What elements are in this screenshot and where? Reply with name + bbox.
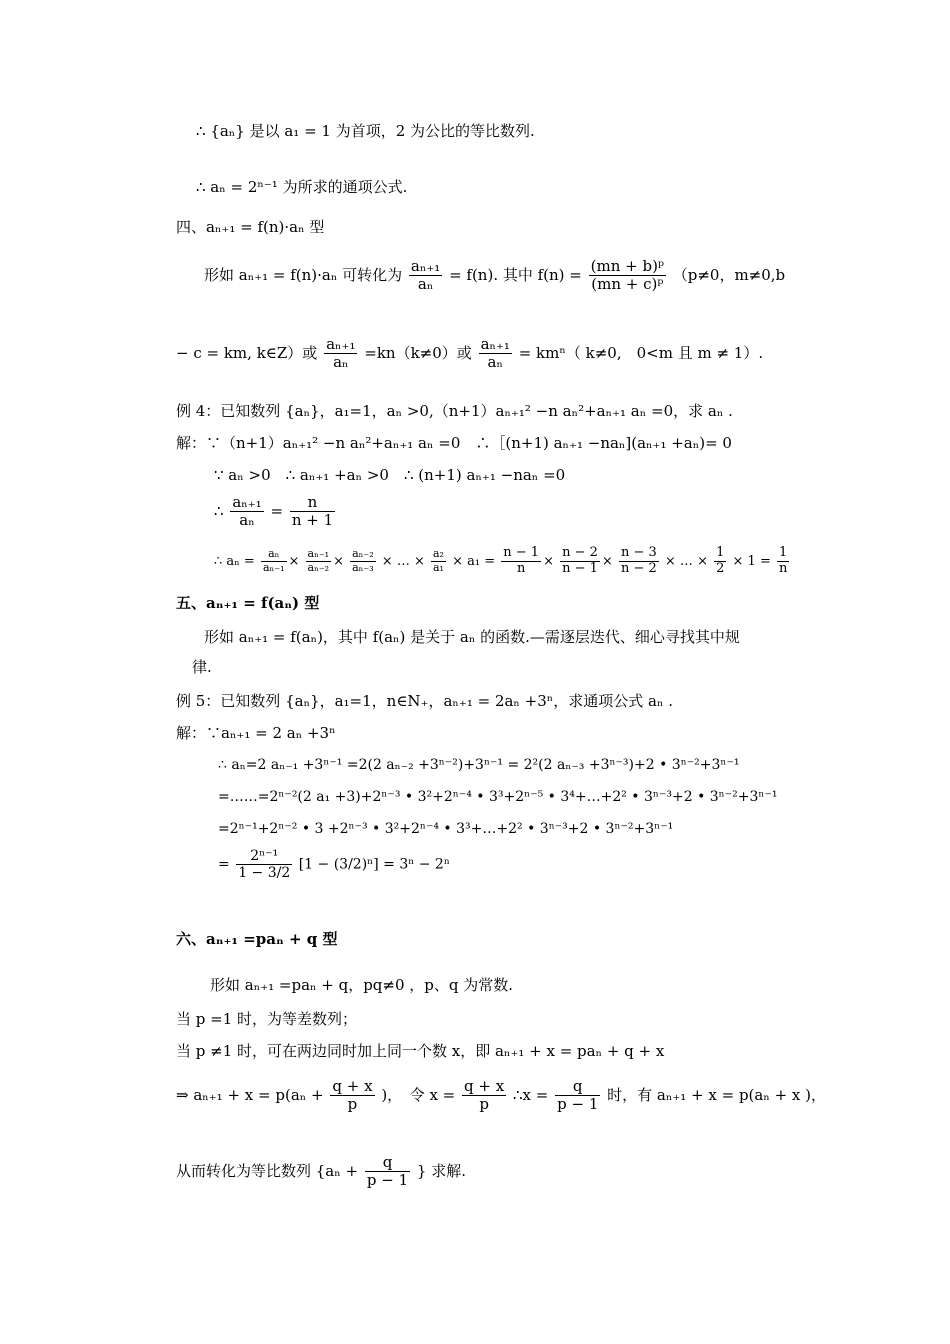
solution-4-product: ∴ aₙ = $\frac{\text{aₙ}}{\text{aₙ₋₁}}$ × $\frac{\text{aₙ₋₁}}{\text{aₙ₋₂}}$ × $\frac{\text{aₙ₋₂}}{\text{aₙ₋₃}}$ × … × $\frac{\text{a₂}}{\text{a₁}}$ × a₁ = $\frac{n - 1}{n}$ × $\frac{n - 2}{n - 1}$ × $\frac{n - 3}{n - 2}$ × … × $\frac{1}{2}$ × 1 = $\frac{1}{n}$ <box>214 545 788 576</box>
fraction-result <box>236 848 292 881</box>
fraction-num: aₙ₊₁ <box>326 335 356 353</box>
fraction-num: aₙ <box>261 548 287 562</box>
fraction-num: 1 <box>716 545 725 560</box>
fraction-fn <box>589 258 666 294</box>
fraction-num: n − 3 <box>620 545 657 560</box>
line-24 <box>176 1078 826 1114</box>
solution-4-line-2: ∵ aₙ >0 ∴ aₙ₊₁ +aₙ >0 ∴ (n+1) aₙ₊₁ −naₙ =0 <box>214 466 566 484</box>
example-5: 例 5：已知数列 {aₙ}，a₁=1，n∈N₊，aₙ₊₁ = 2aₙ +3ⁿ，求通项公式 aₙ . <box>176 692 674 710</box>
product-text-e: × 1 = <box>732 553 771 569</box>
fraction-den: aₙ <box>417 275 434 294</box>
fraction-num: n <box>290 494 335 512</box>
fraction-den: aₙ₋₁ <box>262 560 285 574</box>
line-24-text-b: )， 令 x = <box>381 1085 456 1104</box>
fraction-num: q <box>365 1154 410 1172</box>
fraction-num: q + x <box>464 1077 505 1095</box>
fraction-a-ratio <box>409 258 442 294</box>
line-22: 当 p =1 时，为等差数列； <box>176 1010 358 1028</box>
line-5-text-a: − c = km, k∈Z）或 <box>176 343 318 362</box>
solution-4-line-3 <box>214 494 337 530</box>
fraction-q-over-p-minus-1 <box>365 1154 410 1190</box>
solution-5-line-4: =2ⁿ⁻¹+2ⁿ⁻² • 3 +2ⁿ⁻³ • 3²+2ⁿ⁻⁴ • 3³+…+2² • 3ⁿ⁻³+2 • 3ⁿ⁻²+3ⁿ⁻¹ <box>218 821 674 837</box>
fraction-num: n − 2 <box>562 545 598 560</box>
result-bracket: [1 − (3/2)ⁿ] <box>298 856 379 873</box>
line-12: 形如 aₙ₊₁ = f(aₙ)，其中 f(aₙ) 是关于 aₙ 的函数.—需逐层迭代、细心寻找其中规 <box>204 628 740 646</box>
line-24-text-d: 时，有 aₙ₊₁ + x = p(aₙ + x )， <box>607 1085 827 1104</box>
fraction-den: 2 <box>716 560 725 576</box>
fraction-q-plus-x <box>462 1078 506 1114</box>
product-text-c: × a₁ = <box>452 553 496 569</box>
fraction-num: aₙ₋₁ <box>307 547 330 561</box>
fraction-9 <box>777 546 789 577</box>
fraction-num: 1 <box>777 546 789 562</box>
result-equals: = <box>218 856 230 873</box>
fraction-q-plus-x <box>330 1078 374 1114</box>
solution-5-result <box>218 848 450 881</box>
solution-5-line-3: =……=2ⁿ⁻²(2 a₁ +3)+2ⁿ⁻³ • 3²+2ⁿ⁻⁴ • 3³+2ⁿ⁻⁵ • 3⁴+…+2² • 3ⁿ⁻³+2 • 3ⁿ⁻²+3ⁿ⁻¹ <box>218 789 778 805</box>
example-4: 例 4：已知数列 {aₙ}，a₁=1，aₙ >0,（n+1）aₙ₊₁² −n aₙ²+aₙ₊₁ aₙ =0，求 aₙ . <box>176 402 733 420</box>
fraction-a-ratio <box>324 336 357 372</box>
line-4-text-a: 形如 aₙ₊₁ = f(n)·aₙ 可转化为 <box>204 265 403 284</box>
fraction-num: aₙ₊₁ <box>232 493 262 511</box>
fraction-den: n − 2 <box>620 560 657 576</box>
fraction-den: n + 1 <box>291 511 334 530</box>
line-5-text-c: = kmⁿ（ k≠0, 0<m 且 m ≠ 1）. <box>518 343 764 362</box>
fraction-num: aₙ₊₁ <box>410 257 441 275</box>
fraction-num: a₂ <box>433 547 444 561</box>
result-tail: = 3ⁿ − 2ⁿ <box>383 856 450 873</box>
fraction-3 <box>350 548 376 574</box>
fraction-num: 2ⁿ⁻¹ <box>236 848 292 865</box>
fraction-den: (mn + c)ᵖ <box>591 275 664 294</box>
product-text-a: ∴ aₙ = <box>214 553 255 569</box>
fraction-den: p <box>479 1095 489 1114</box>
fraction-den: p <box>347 1095 358 1114</box>
fraction-q-over-p-minus-1 <box>555 1078 600 1114</box>
fraction-den: p − 1 <box>557 1095 599 1114</box>
fraction-2 <box>306 548 332 574</box>
line-5-text-b: =kn（k≠0）或 <box>364 343 472 362</box>
fraction-den: aₙ <box>239 511 255 530</box>
line-5 <box>176 336 763 372</box>
fraction-4 <box>431 548 446 574</box>
fraction-den: n <box>516 560 526 576</box>
section-5-heading: 五、aₙ₊₁ = f(aₙ) 型 <box>176 594 320 612</box>
fraction-n-ratio <box>290 494 335 530</box>
fraction-den: aₙ₋₃ <box>352 560 374 574</box>
fraction-1 <box>261 548 287 574</box>
line-2: ∴ aₙ = 2ⁿ⁻¹ 为所求的通项公式. <box>196 178 408 196</box>
product-text-d: × … × <box>664 553 708 569</box>
line-21: 形如 aₙ₊₁ =paₙ + q，pq≠0 ，p、q 为常数. <box>210 976 514 994</box>
fraction-den: n <box>779 560 788 576</box>
line-25-text-a: 从而转化为等比数列 {aₙ + <box>176 1161 359 1180</box>
fraction-den: aₙ <box>333 353 349 372</box>
line-24-text-a: ⇒ aₙ₊₁ + x = p(aₙ + <box>176 1085 324 1104</box>
fraction-den: a₁ <box>433 560 444 574</box>
fraction-5 <box>501 546 541 577</box>
line-23: 当 p ≠1 时，可在两边同时加上同一个数 x，即 aₙ₊₁ + x = paₙ + q + x <box>176 1042 665 1060</box>
fraction-num: (mn + b)ᵖ <box>590 257 664 275</box>
product-text-b: × … × <box>381 553 425 569</box>
fraction-7 <box>619 546 659 577</box>
fraction-num: aₙ₊₁ <box>480 335 510 353</box>
fraction-num: q + x <box>332 1077 373 1095</box>
section-6-heading: 六、aₙ₊₁ =paₙ + q 型 <box>176 930 338 948</box>
solution-5-line-2: ∴ aₙ=2 aₙ₋₁ +3ⁿ⁻¹ =2(2 aₙ₋₂ +3ⁿ⁻²)+3ⁿ⁻¹ = 2²(2 aₙ₋₃ +3ⁿ⁻³)+2 • 3ⁿ⁻²+3ⁿ⁻¹ <box>218 757 740 773</box>
fraction-a-ratio <box>479 336 512 372</box>
line-25-text-b: } 求解. <box>416 1161 466 1180</box>
solution-5-line-1: 解：∵aₙ₊₁ = 2 aₙ +3ⁿ <box>176 724 336 742</box>
fraction-den: p − 1 <box>366 1171 409 1190</box>
therefore-symbol: ∴ <box>214 501 224 520</box>
equals-sign: = <box>270 501 284 520</box>
section-4-heading: 四、aₙ₊₁ = f(n)·aₙ 型 <box>176 218 325 236</box>
line-4-text-b: = f(n). 其中 f(n) = <box>449 265 582 284</box>
fraction-den: aₙ <box>487 353 503 372</box>
line-1: ∴ {aₙ} 是以 a₁ = 1 为首项，2 为公比的等比数列. <box>196 122 535 140</box>
fraction-num: q <box>555 1078 600 1096</box>
line-4 <box>204 258 785 294</box>
fraction-8 <box>714 546 726 577</box>
fraction-a-ratio <box>230 494 263 530</box>
line-25 <box>176 1154 466 1190</box>
line-24-text-c: ∴x = <box>512 1085 549 1104</box>
solution-4-line-1: 解：∵（n+1）aₙ₊₁² −n aₙ²+aₙ₊₁ aₙ =0 ∴［(n+1) aₙ₊₁ −naₙ](aₙ₊₁ +aₙ)= 0 <box>176 434 732 452</box>
fraction-den: 1 − 3/2 <box>238 865 291 882</box>
fraction-num: n − 1 <box>503 545 540 560</box>
fraction-6 <box>560 546 600 577</box>
line-13: 律. <box>192 658 212 676</box>
line-4-text-c: （p≠0，m≠0,b <box>672 265 786 284</box>
fraction-den: n − 1 <box>562 560 598 576</box>
fraction-den: aₙ₋₂ <box>307 560 330 574</box>
fraction-num: aₙ₋₂ <box>352 547 374 561</box>
